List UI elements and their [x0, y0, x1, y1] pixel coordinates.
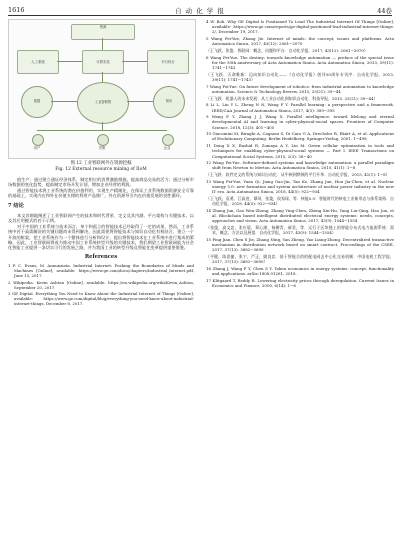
- right-column: [206, 19, 394, 290]
- reference-item: （张俊，高文忠，张应晨，郑心湖，杨柳青，郝君，等．运行于区块链上的智能分布式电力能源系统：需求、概念、方法以及展望．自动化学报，2017, 43(9): 1544−1554）: [206, 224, 394, 236]
- body-paragraph: 本文详细地阐述了工业智联网产生的技术和时代背景、定义及其内涵、平台架构与关键技术，以及其应用模式的若干示例。: [8, 213, 194, 224]
- reference-item: （王飞跃，张俊．智联网：概念、问题和平台．自动化学报，2017, 43(12): 2061−2070）: [206, 47, 368, 53]
- decision-icon: [97, 134, 109, 146]
- header-rule: [8, 15, 392, 16]
- figure-caption-en: Fig. 12 External resource mining of IIoM: [55, 167, 147, 172]
- body-paragraph: 对于中国的工业系统与技术而言，单个和孤立的智能技术已经取得了一定的成果，然而，工业系统中若干亟需解决的关键问题尚未得到解决，因此需要将智能技术与知识自动化有机结合，建立一个开放的框架，把工业系统作为一个整体进行分析和设计，提出将智能技术在工业系统中进行集成的策略。因此，工业智联网将成为推动中国工业系统转型升级的关键技术，我们期望工业智联网能为社会化智能工业提供一条切实可行的发展之路，并为我国工业的转型升级及智能化变革提供重要借鉴。: [8, 223, 194, 251]
- figure-caption-cn: 图 12 工业智联网外在资源挖掘: [70, 161, 132, 166]
- body-paragraph: 值生产；通过建立通证经济体系，制定相应的消费激励措施，提高商品交易的活力；通过分析市场数据的变化趋势，提前制定市场开发计划，增加企业经营的利润。: [8, 177, 194, 188]
- journal-name: 自 动 化 学 报: [175, 7, 225, 15]
- references-heading: References: [84, 253, 118, 260]
- reference-item: 12 Wang Fei-Yue. Software-defined systems and knowledge automation: a parallel paradigm shift from Newton to Merton. Acta Automatica Sinica, 2015, 41(1): 1−8: [206, 160, 394, 171]
- figure-connector: [102, 122, 103, 130]
- figure-node-resource: 资源: [71, 24, 135, 40]
- reference-item: 8 Li L, Lin Y L, Zheng N N, Wang F Y. Parallel learning: a perspective and a framework. IEEE/CAA Journal of Automatica Sinica, 2017, 4(3): 389−395: [206, 102, 394, 113]
- reference-item: 14 Zhang Jun, Gao Wen-Zhong, Zhang Ying-Chen, Zheng Xin-Hu, Yang Liu-Qing, Hao Jun, et al. Blockchain based intelligent distributed electrical energy systems: needs, concepts, approaches and vision. Acta Automatica Sinica, 2017, 43(9): 1544−1554: [206, 207, 394, 224]
- reference-item: 3 GE Digital. Everything You Need to Know About the Industrial Internet of Things [Online], available: https://www.ge.com/digital/blog/everything-you-need-know-about-industrial-internet-things, December 8, 2017.: [8, 291, 194, 307]
- reference-item: 1 P. C. Evans, M. Annunziata. Industrial Internet: Pushing the Boundaries of Minds and Machines [Online], available: https://www.ge.com/docs/chapters/Industrial_Internet.pdf, June 15, 2017.: [8, 263, 194, 279]
- volume-number: 44卷: [377, 7, 392, 15]
- figure-label-decision: 决策: [98, 146, 106, 150]
- reference-item: 5 Wang Fei-Yue, Zhang Jie. Internet of minds: the concept, issues and platforms. Acta Automatica Sinica, 2017, 43(12): 2061−2070: [206, 36, 394, 47]
- figure-connector: [127, 101, 153, 102]
- figure-node-parallel: 平行执行: [147, 50, 189, 74]
- figure-connector: [102, 72, 103, 82]
- figure-label-enterprise: 企业: [163, 146, 171, 150]
- reference-item: 16 Zhang J, Wang F Y, Chen S Y. Token economics in energy systems: concept, functionality and applications. arXiv:1808.01261, 2018.: [206, 265, 394, 276]
- reference-item: 7 Wang Fei-Yue. On future development of robotics: from industrial automation to knowledge automation. Science & Technology Review, 2015, 33(21): 39−44: [206, 83, 394, 94]
- user-icon: [32, 134, 44, 146]
- body-paragraph: 通过智能技术将工业系统的潜在价值利用，实现生产精细化、在保证工业系统数据资源安全可靠的基础上，实现内在和外在价值支撑的利用产品推广，外在资源导引内在价值发展的良性循环。: [8, 187, 194, 199]
- reference-item: （王飞跃．天命唯新：迈向知识自动化——《自动化学报》创刊50周年专刊序．自动化学报，2013, 39(11): 1741−1743）: [206, 71, 394, 82]
- reference-item: （王飞跃．软件定义的系统与知识自动化：从牛顿到默顿的平行升华．自动化学报，2015, 41(1): 1−8）: [206, 172, 390, 178]
- reference-item: 15 Ping Jian, Chen S Jie, Zhang Ning, Yan Zheng, Yao Liang-Zhong. Decentralized transactive mechanism in distribution network based on smart contract. Proceedings of the CSEE, 2017, 37(13): 3682−3690: [206, 236, 394, 253]
- enterprise-icon: [162, 134, 174, 146]
- reference-item: 9 Wang F Y, Zhang J J, Wang X. Parallel intelligence: toward lifelong and eternal developmental AI and learning in cyber-physical-social spaces. Frontiers of Computer Science, 2018, 12(3): 401−405: [206, 114, 394, 130]
- figure-label-user: 用户: [33, 146, 41, 150]
- figure-connector: [51, 101, 77, 102]
- figure-node-knowledge: 知识: [153, 86, 185, 118]
- section-heading: 7 结论: [8, 202, 24, 209]
- figure-connector: [122, 61, 147, 62]
- reference-item: 6 Wang Fei-Yue. The destiny: towards knowledge automation — preface of the special issue for the 50th anniversary of Acta Automatica Sinica. Acta Automatica Sinica, 2013, 39(11): 1741−1743: [206, 54, 394, 71]
- reference-item: 17 Klitgaard T, Reddy R. Lowering electricity prices through deregulation. Current Issues in Economics and Finance, 2000, 6(14): 1−6: [206, 277, 394, 288]
- figure-node-data: 数据: [21, 86, 53, 118]
- figure-connector: [57, 61, 82, 62]
- reference-item: （平健，陈思捷，张宁，严正，姚良忠．基于智能合约的配电网去中心化交易机制．中国电机工程学报，2017, 37(13): 3682−3690）: [206, 253, 394, 265]
- figure-12: [8, 19, 196, 159]
- reference-item: 13 Wang Fei-Yue, Yuan Qi, Jiang Gao-Jin, Tan Ke, Zhang Jun, Hou Jia-Chen, et al. Nuclear energy 5.0: new formation and system architecture of nuclear power industry in the new IT era. Acta Automatica Sinica, 2018, 44(5): 922−934: [206, 178, 394, 195]
- reference-item: 4 W. Roh. Why GE Digital Is Positioned To Lead The Industrial Internet Of Things [Online], available: https://www.ge.com/reports/ge-digital-positioned-lead-industrial-internet-things-2/, December 19, 2017.: [206, 19, 394, 35]
- reference-item: 10 Giacomini M, Biraghi A, Cagnoni S, Di Caro G A, Drechsler R, Ekárt A, et al. Applications of Evolutionary Computing. Berlin Heidelberg: Springer-Verlag, 2001. 1−498: [206, 131, 394, 142]
- figure-node-artificial: 人工系统: [17, 50, 59, 74]
- reference-item: （王飞跃，袁勇，江高进，谭珂，张俊，侯家琛，等．核能5.0：智能时代的核电工业新形态与体系架构．自动化学报，2018, 44(5): 922−934）: [206, 196, 394, 207]
- figure-connector: [102, 38, 103, 50]
- page-number: 1616: [8, 6, 25, 14]
- figure-node-iiom: 工业智联网: [77, 82, 129, 124]
- reference-item: （王飞跃．机器人的未来发展：从工业自动化到知识自动化．科技导报，2015, 33(21): 39−44）: [206, 95, 378, 101]
- reference-item: 11 Dong X X, Rashid R, Zomaya A Y, Lin M. Green cellular optimization in tools and techniques for enabling cyber-physical-social systems — Part I. IEEE Transactions on Computational Social Systems, 2015, 2(3): 38−40: [206, 143, 394, 159]
- left-column: [8, 19, 194, 308]
- figure-node-experiment: 计算实验: [82, 50, 124, 74]
- figure-connector: [37, 130, 167, 131]
- reference-item: 2 Wikipedia. Kevin Ashton [Online], available: https://en.wikipedia.org/wiki/Kevin_Ashton, September 20, 2017.: [8, 279, 194, 290]
